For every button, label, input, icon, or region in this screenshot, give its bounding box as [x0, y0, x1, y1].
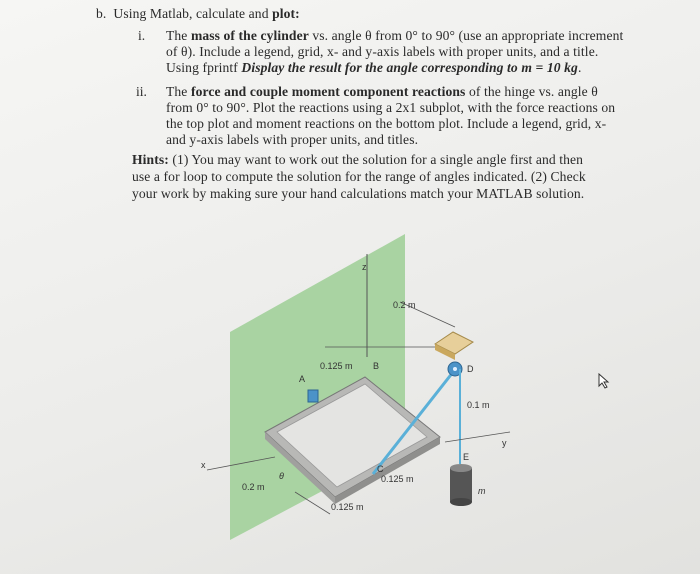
- item-i-l3-post: .: [577, 60, 582, 75]
- dim-label-02-left: 0.2 m: [242, 482, 265, 492]
- item-i-l1-post: vs. angle θ from 0° to 90° (use an appropriate increment: [308, 28, 624, 43]
- item-i-l1-pre: The: [166, 28, 191, 43]
- item-ii-line2: from 0° to 90°. Plot the reactions using a 2x1 subplot, with the force reactions on: [166, 100, 616, 115]
- green-wall: [230, 234, 405, 540]
- hints-line3: your work by making sure your hand calculations match your MATLAB solution.: [132, 186, 585, 201]
- item-ii-line3: the top plot and moment reactions on the bottom plot. Include a legend, grid, x-: [166, 116, 607, 131]
- hints-line1: [132, 152, 583, 168]
- item-i-l1-bold: mass of the cylinder: [190, 28, 309, 43]
- hints-label: Hints:: [132, 152, 169, 167]
- label-a: A: [299, 374, 306, 384]
- item-i-l3-emph: Display the result for the angle corresponding to m = 10 kg: [241, 60, 578, 75]
- mouse-cursor-icon: [598, 373, 610, 389]
- cylinder-bottom: [450, 498, 472, 506]
- dim-label-0125-bottom: 0.125 m: [331, 502, 364, 512]
- item-ii-l1-pre: The: [166, 84, 191, 99]
- item-i-l3-pre: Using fprintf: [166, 60, 242, 75]
- label-d: D: [467, 364, 474, 374]
- item-ii-l1-bold: force and couple moment component reactions: [190, 84, 466, 99]
- dim-label-0125-right: 0.125 m: [381, 474, 414, 484]
- label-e: E: [463, 452, 470, 462]
- label-theta: θ: [279, 471, 284, 481]
- part-b-heading: [96, 6, 300, 22]
- item-ii-l1-post: of the hinge vs. angle θ: [465, 84, 598, 99]
- hinge-a: [308, 390, 318, 402]
- item-i-number: i.: [138, 28, 146, 43]
- y-axis: [445, 432, 510, 442]
- z-label: z: [362, 262, 367, 272]
- label-m: m: [478, 486, 486, 496]
- y-label: y: [502, 438, 507, 448]
- dim-label-02-top: 0.2 m: [393, 300, 416, 310]
- item-ii-line1: [166, 84, 598, 100]
- hinge-plate-figure: [195, 232, 535, 542]
- item-i-line3: [166, 60, 581, 76]
- item-i-line1: [166, 28, 623, 44]
- dim-label-01: 0.1 m: [467, 400, 490, 410]
- cylinder-body: [450, 468, 472, 502]
- item-ii-number: ii.: [136, 84, 147, 99]
- part-b-intro: Using Matlab, calculate and: [113, 6, 273, 21]
- part-b-label: b.: [96, 6, 107, 21]
- x-label: x: [201, 460, 206, 470]
- pulley-hub: [453, 367, 457, 371]
- item-ii-line4: and y-axis labels with proper units, and titles.: [166, 132, 419, 147]
- hints-l1-text: (1) You may want to work out the solution for a single angle first and then: [168, 152, 584, 167]
- cylinder-top: [450, 464, 472, 472]
- item-i-line2: of θ). Include a legend, grid, x- and y-axis labels with proper units, and a title.: [166, 44, 599, 59]
- part-b-intro-bold: plot:: [272, 6, 300, 21]
- hints-line2: use a for loop to compute the solution for the range of angles indicated. (2) Check: [132, 169, 586, 184]
- label-b: B: [373, 361, 380, 371]
- label-c: C: [377, 464, 384, 474]
- dim-label-0125-ab: 0.125 m: [320, 361, 353, 371]
